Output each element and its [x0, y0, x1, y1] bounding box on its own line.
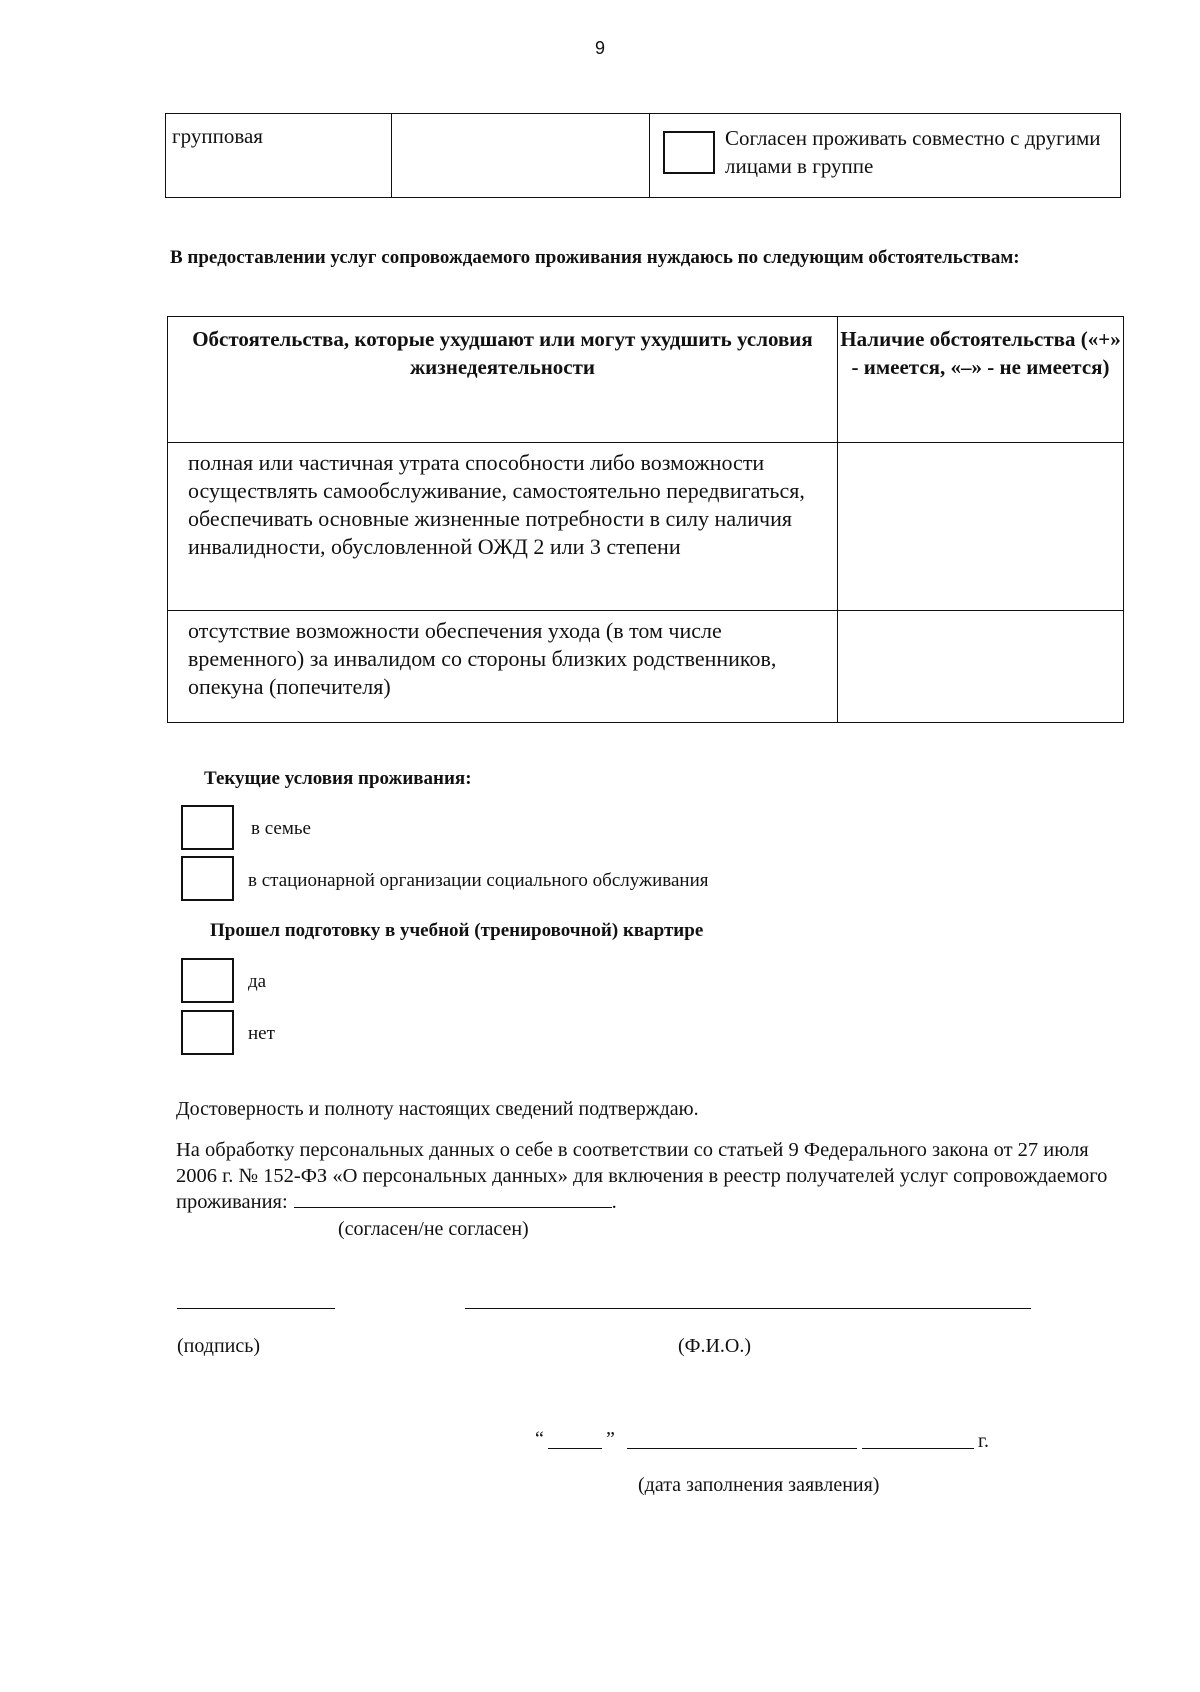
circumstance-text: полная или частичная утрата способности либо возможности осуществлять самообслуживание, самостоятельно передвигаться, обеспечивать основные жизненные потребности в силу наличия инвалидности, обусловленной ОЖД 2 или 3 степени	[168, 443, 838, 611]
training-yes-checkbox[interactable]	[181, 958, 234, 1003]
training-no-checkbox[interactable]	[181, 1010, 234, 1055]
table-row	[168, 611, 1124, 723]
agree-group-label: Согласен проживать совместно с другими лицами в группе	[725, 126, 1101, 178]
circumstance-mark-cell[interactable]	[838, 443, 1124, 611]
consent-statement: На обработку персональных данных о себе в соответствии со статьей 9 Федерального закона от 27 июля 2006 г. № 152-ФЗ «О персональных данных» для включения в реестр получателей услуг сопровождаемого проживания:	[176, 1139, 1108, 1213]
living-institution-label: в стационарной организации социального обслуживания	[248, 870, 709, 891]
circumstance-text: отсутствие возможности обеспечения ухода (в том числе временного) за инвалидом со стороны близких родственников, опекуна (попечителя)	[168, 611, 838, 723]
date-open-quote: “	[535, 1428, 544, 1450]
placement-type-cell	[166, 114, 392, 197]
signature-label: (подпись)	[177, 1335, 261, 1357]
living-family-checkbox[interactable]	[181, 805, 234, 850]
living-conditions-heading: Текущие условия проживания:	[204, 768, 472, 789]
consent-answer-field[interactable]	[294, 1189, 612, 1208]
date-label: (дата заполнения заявления)	[638, 1474, 880, 1496]
training-heading: Прошел подготовку в учебной (тренировочной) квартире	[210, 920, 704, 941]
circumstances-header-left: Обстоятельства, которые ухудшают или могут ухудшить условия жизнедеятельности	[168, 317, 838, 443]
placement-table	[165, 113, 1121, 198]
placement-middle-cell	[392, 114, 650, 197]
full-name-line[interactable]	[465, 1308, 1031, 1309]
full-name-label: (Ф.И.О.)	[678, 1335, 752, 1357]
page-number: 9	[594, 38, 605, 58]
date-close-quote: ”	[606, 1428, 615, 1450]
confirmation-text: Достоверность и полноту настоящих сведений подтверждаю.	[176, 1098, 699, 1120]
date-year-suffix: г.	[978, 1430, 989, 1452]
signature-line[interactable]	[177, 1308, 335, 1309]
circumstance-mark-cell[interactable]	[838, 611, 1124, 723]
training-no-label: нет	[248, 1023, 275, 1044]
circumstances-table	[167, 316, 1124, 723]
placement-type-label: групповая	[172, 124, 263, 148]
need-statement: В предоставлении услуг сопровождаемого проживания нуждаюсь по следующим обстоятельствам:	[170, 247, 1020, 268]
training-yes-label: да	[248, 971, 267, 992]
circumstances-header-right: Наличие обстоятельства («+» - имеется, «–» - не имеется)	[838, 317, 1124, 443]
living-institution-checkbox[interactable]	[181, 856, 234, 901]
agree-group-checkbox[interactable]	[663, 131, 715, 174]
date-year-field[interactable]	[862, 1448, 974, 1449]
placement-agree-cell	[650, 114, 1120, 197]
consent-text: На обработку персональных данных о себе в соответствии со статьей 9 Федерального закона от 27 июля 2006 г. № 152-ФЗ «О персональных данных» для включения в реестр получателей услуг сопровождаемого проживания: .	[176, 1139, 1108, 1213]
consent-hint: (согласен/не согласен)	[338, 1218, 529, 1240]
living-family-label: в семье	[251, 818, 311, 839]
table-row	[168, 443, 1124, 611]
date-day-field[interactable]	[548, 1448, 602, 1449]
date-month-field[interactable]	[627, 1448, 857, 1449]
